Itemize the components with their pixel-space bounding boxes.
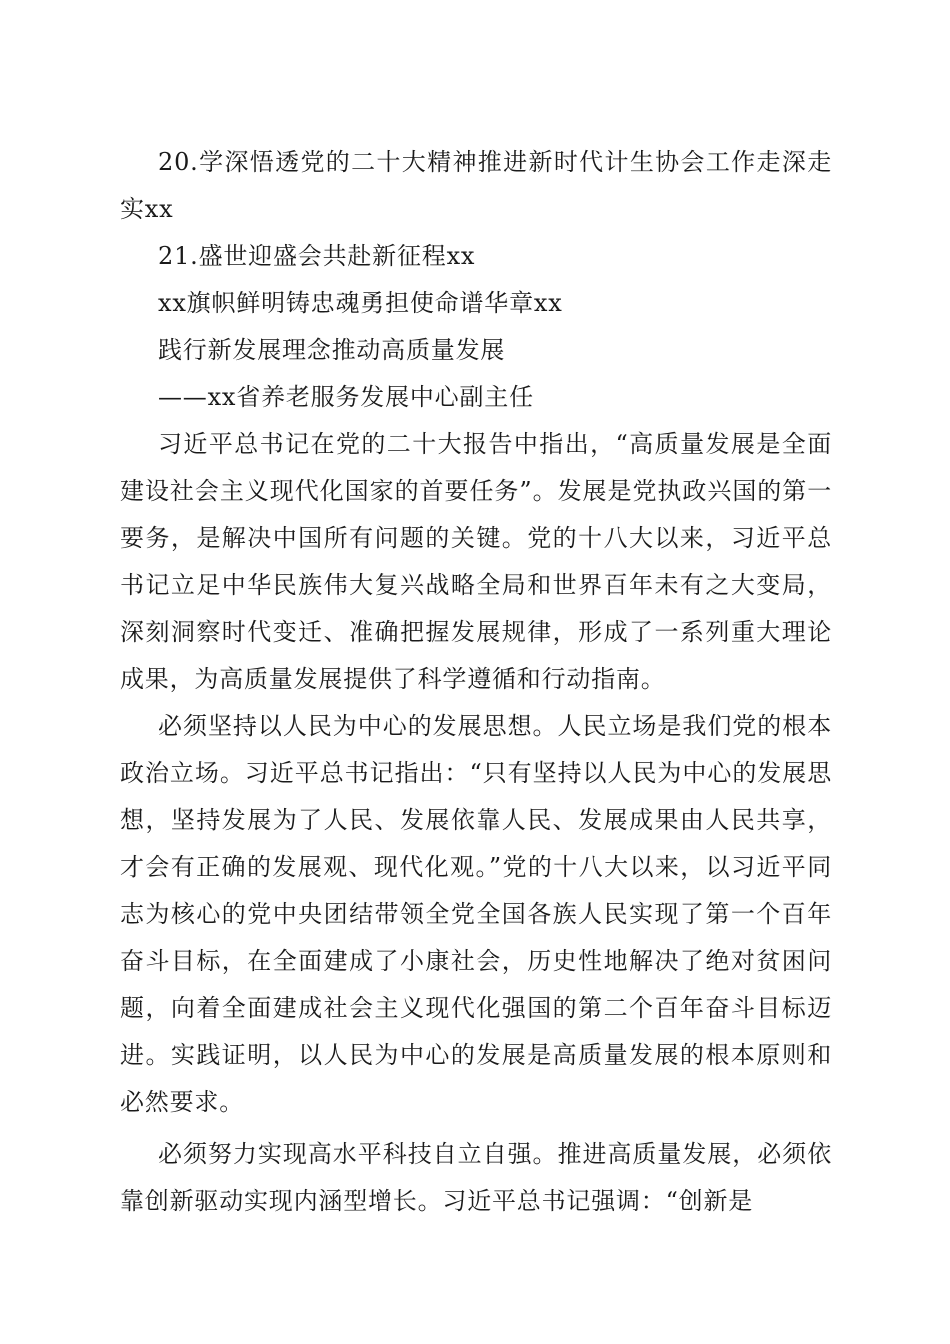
article-heading: xx旗帜鲜明铸忠魂勇担使命谱华章xx: [158, 289, 563, 317]
body-paragraph-3: 必须努力实现高水平科技自立自强。推进高质量发展，必须依靠创新驱动实现内涵型增长。习近平总书记强调：“创新是: [120, 1140, 832, 1215]
article-author: ——xx省养老服务发展中心副主任: [158, 383, 534, 411]
document-body: [120, 139, 832, 1225]
article-title: 践行新发展理念推动高质量发展: [158, 336, 506, 364]
list-item-20: 20.学深悟透党的二十大精神推进新时代计生协会工作走深走实xx: [120, 148, 832, 223]
body-paragraph-1: 习近平总书记在党的二十大报告中指出，“高质量发展是全面建设社会主义现代化国家的首要任务”。发展是党执政兴国的第一要务，是解决中国所有问题的关键。党的十八大以来，习近平总书记立足中华民族伟大复兴战略全局和世界百年未有之大变局，深刻洞察时代变迁、准确把握发展规律，形成了一系列重大理论成果，为高质量发展提供了科学遵循和行动指南。: [120, 430, 832, 693]
body-paragraph-2: 必须坚持以人民为中心的发展思想。人民立场是我们党的根本政治立场。习近平总书记指出：“只有坚持以人民为中心的发展思想，坚持发展为了人民、发展依靠人民、发展成果由人民共享，才会有正确的发展观、现代化观。”党的十八大以来，以习近平同志为核心的党中央团结带领全党全国各族人民实现了第一个百年奋斗目标，在全面建成了小康社会，历史性地解决了绝对贫困问题，向着全面建成社会主义现代化强国的第二个百年奋斗目标迈进。实践证明，以人民为中心的发展是高质量发展的根本原则和必然要求。: [120, 712, 832, 1116]
list-item-21: 21.盛世迎盛会共赴新征程xx: [158, 242, 476, 270]
